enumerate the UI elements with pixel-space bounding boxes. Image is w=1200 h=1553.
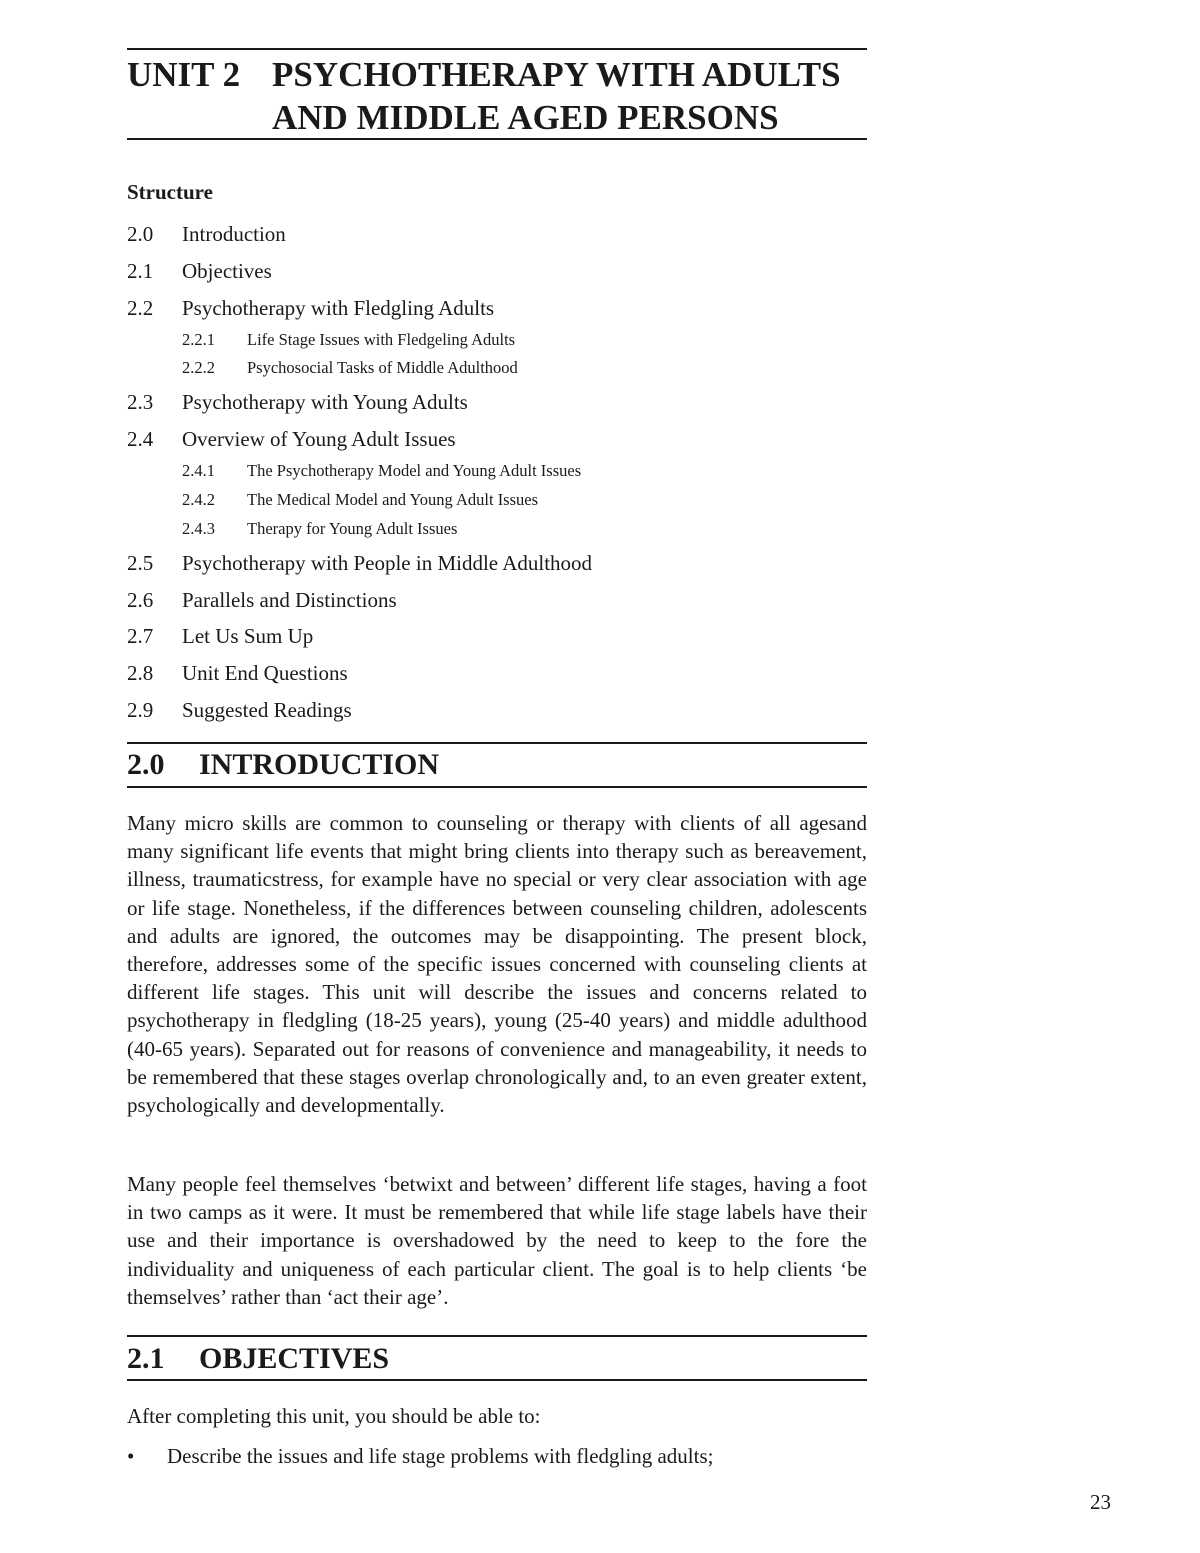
objective-text: Describe the issues and life stage problems with fledgling adults; <box>167 1444 714 1468</box>
toc-number: 2.7 <box>127 624 154 648</box>
toc-number: 2.2.1 <box>182 330 215 349</box>
toc-label: Parallels and Distinctions <box>182 588 397 612</box>
toc-number: 2.0 <box>127 222 154 246</box>
toc-label: Therapy for Young Adult Issues <box>247 519 458 538</box>
bullet-icon: • <box>127 1444 135 1468</box>
toc-number: 2.9 <box>127 698 154 722</box>
toc-label: The Medical Model and Young Adult Issues <box>247 490 539 509</box>
toc-number: 2.6 <box>127 588 154 612</box>
section-title: INTRODUCTION <box>199 748 440 781</box>
intro-paragraph-2: Many people feel themselves ‘betwixt and between’ different life stages, having a foot in two camps as it were. It must be remembered that while life stage labels have their use and their importance is overshadowed by the need to keep to the fore the individuality and uniqueness of each particular client. The goal is to help clients ‘be themselves’ rather than ‘act their age’. <box>127 1172 867 1309</box>
toc-number: 2.4.1 <box>182 461 215 480</box>
toc-number: 2.5 <box>127 551 154 575</box>
toc-number: 2.4.3 <box>182 519 215 538</box>
toc-number: 2.4.2 <box>182 490 215 509</box>
section-title: OBJECTIVES <box>199 1342 390 1375</box>
section-rule-bottom <box>127 1379 867 1381</box>
unit-title-line-1: PSYCHOTHERAPY WITH ADULTS <box>272 55 841 94</box>
toc-label: Psychosocial Tasks of Middle Adulthood <box>247 358 518 377</box>
toc-label: Let Us Sum Up <box>182 624 314 648</box>
section-number: 2.0 <box>127 748 165 781</box>
toc-label: Objectives <box>182 259 272 283</box>
toc-number: 2.1 <box>127 259 154 283</box>
toc-label: Life Stage Issues with Fledgeling Adults <box>247 330 516 349</box>
objectives-lead: After completing this unit, you should be able to: <box>127 1404 541 1428</box>
section-rule-bottom <box>127 786 867 788</box>
toc-number: 2.2 <box>127 296 154 320</box>
unit-title-line-2: AND MIDDLE AGED PERSONS <box>272 98 779 137</box>
toc-number: 2.4 <box>127 427 154 451</box>
toc-label: Suggested Readings <box>182 698 352 722</box>
toc-label: Overview of Young Adult Issues <box>182 427 456 451</box>
unit-number: UNIT 2 <box>127 55 241 94</box>
section-rule-top <box>127 1335 867 1337</box>
title-rule-bottom <box>127 138 867 140</box>
structure-heading: Structure <box>127 180 213 204</box>
toc-label: Psychotherapy with People in Middle Adulthood <box>182 551 593 575</box>
toc-label: Psychotherapy with Fledgling Adults <box>182 296 495 320</box>
intro-paragraph-1: Many micro skills are common to counseling or therapy with clients of all agesand many significant life events that might bring clients into therapy such as bereavement, illness, traumaticstress, for example have no special or very clear association with age or life stage. Nonetheless, if the differences between counseling children, adolescents and adults are ignored, the outcomes may be disappointing. The present block, therefore, addresses some of the specific issues concerned with counseling clients at different life stages. This unit will describe the issues and concerns related to psychotherapy in fledgling (18-25 years), young (25-40 years) and middle adulthood (40-65 years). Separated out for reasons of convenience and manageability, it needs to be remembered that these stages overlap chronologically and, to an even greater extent, psychologically and developmentally. <box>127 811 867 1118</box>
toc-number: 2.2.2 <box>182 358 215 377</box>
toc-number: 2.8 <box>127 661 154 685</box>
toc-label: The Psychotherapy Model and Young Adult Issues <box>247 461 582 480</box>
section-number: 2.1 <box>127 1342 165 1375</box>
toc-number: 2.3 <box>127 390 154 414</box>
page-number: 23 <box>1090 1490 1111 1514</box>
toc-label: Introduction <box>182 222 286 246</box>
title-rule-top <box>127 48 867 50</box>
toc-label: Psychotherapy with Young Adults <box>182 390 468 414</box>
section-rule-top <box>127 742 867 744</box>
toc-label: Unit End Questions <box>182 661 348 685</box>
